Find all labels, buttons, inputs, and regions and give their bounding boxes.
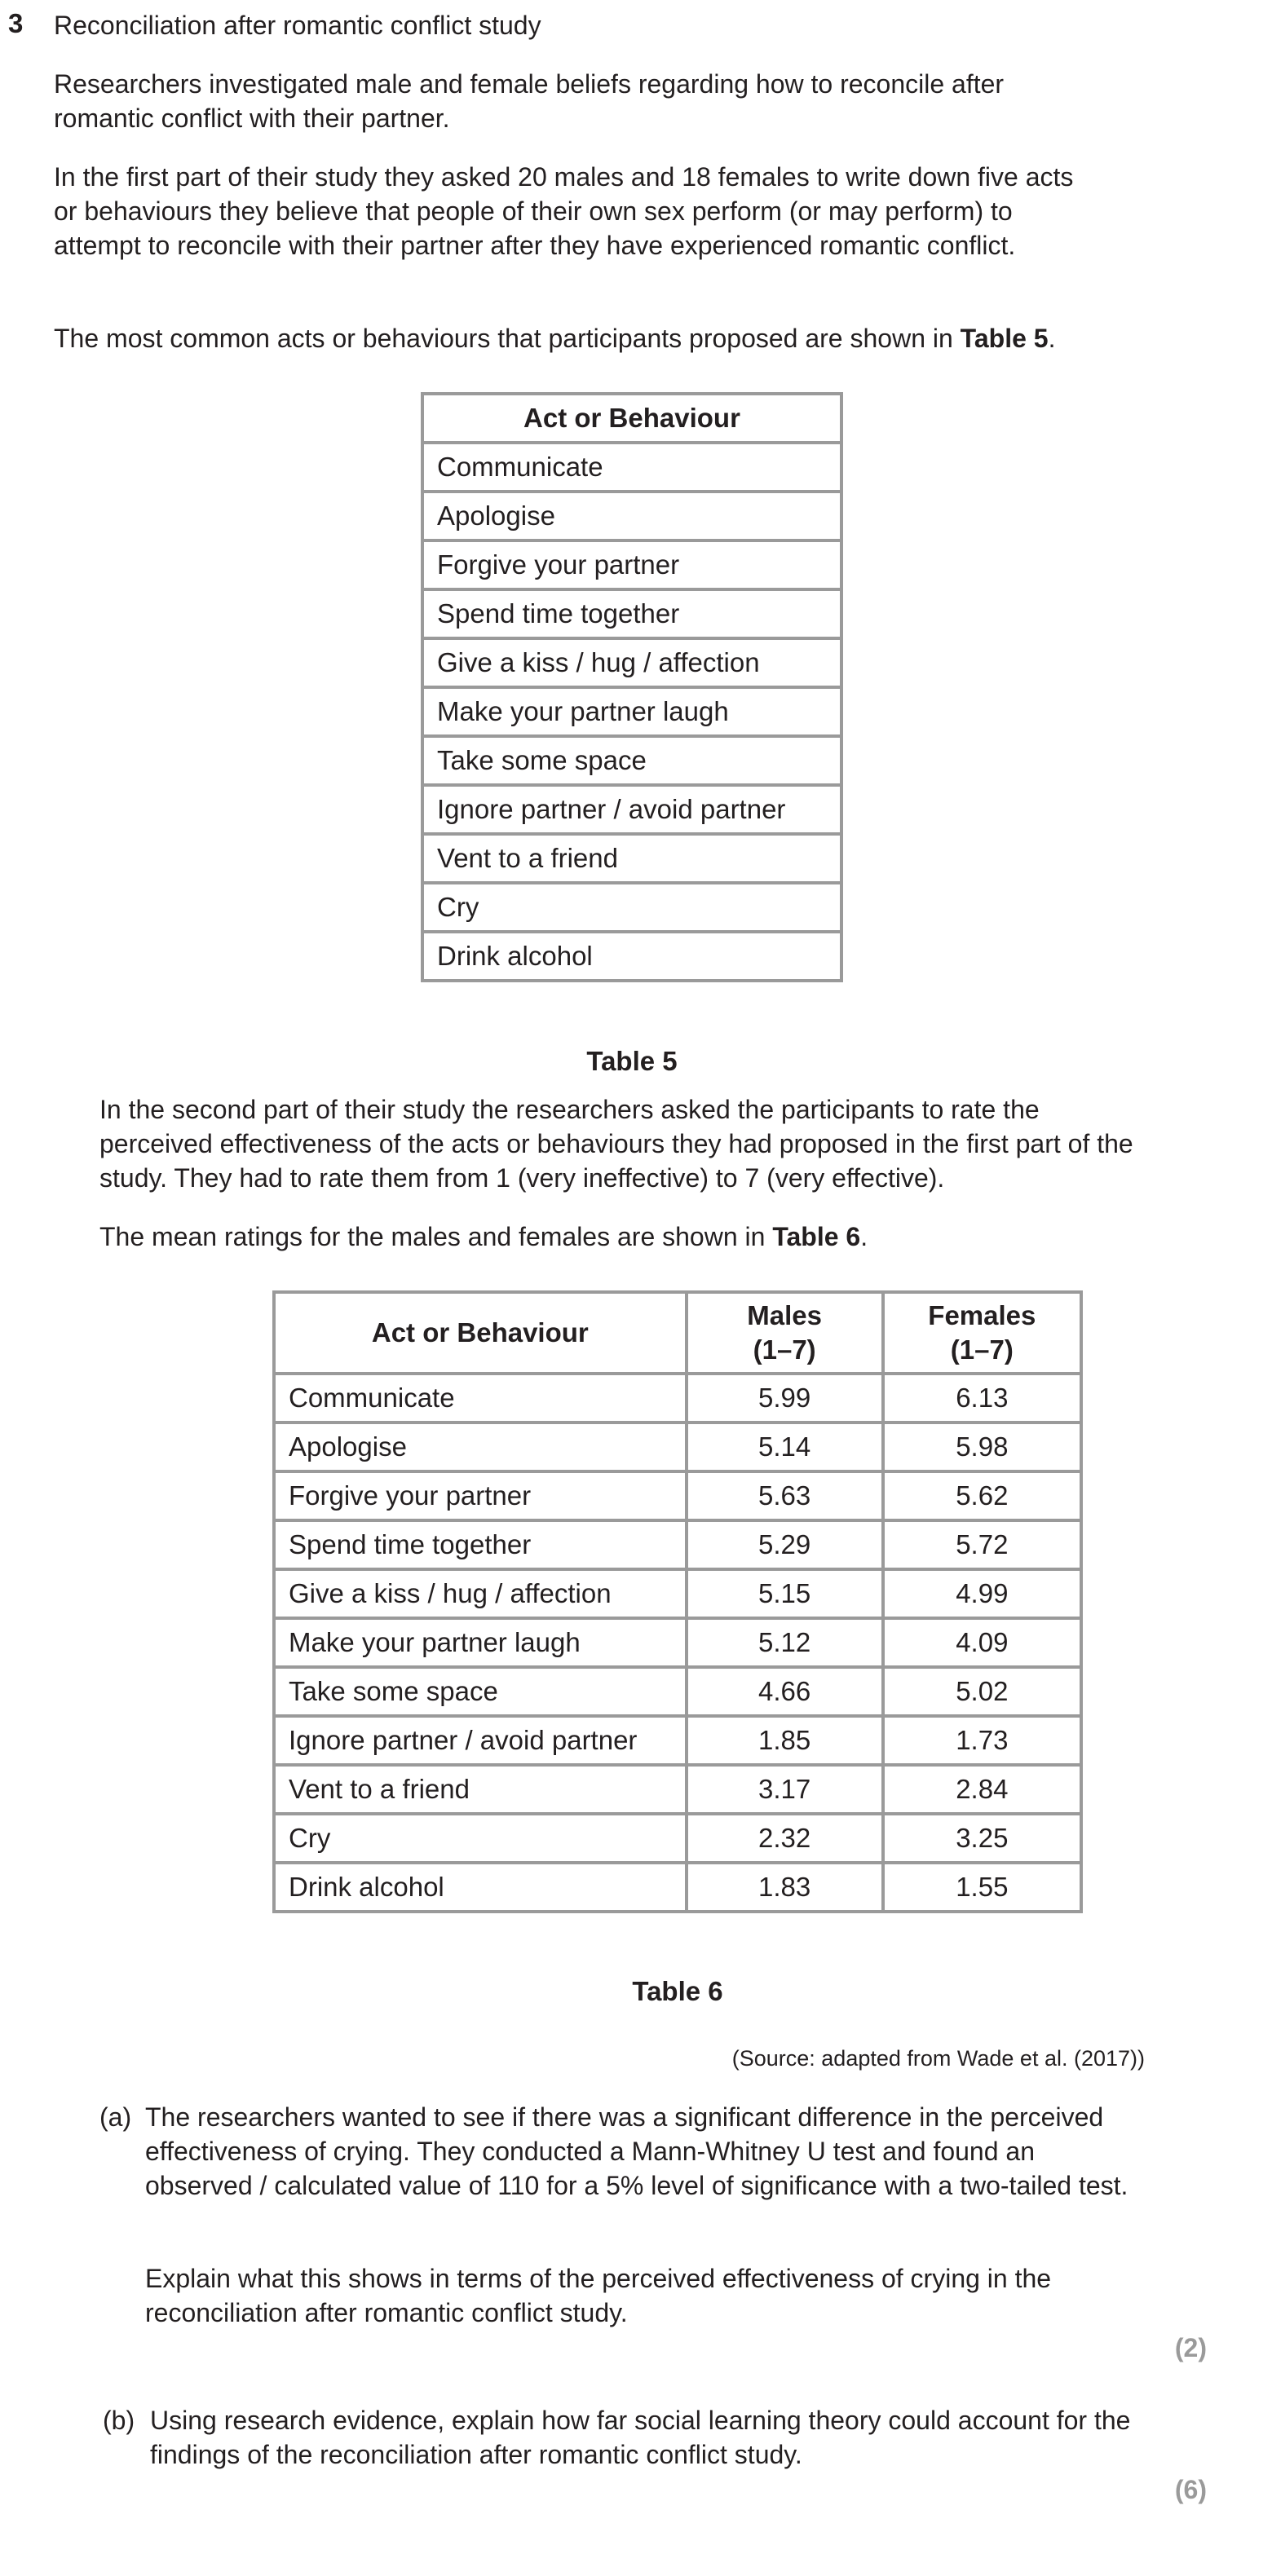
question-title: Reconciliation after romantic conflict study xyxy=(54,11,541,40)
table-row: Cry xyxy=(422,883,841,932)
table5-caption: Table 5 xyxy=(586,1046,678,1076)
table-row: Ignore partner / avoid partner 1.85 1.73 xyxy=(274,1716,1081,1765)
part2-paragraph: In the second part of their study the researchers asked the participants to rate the perceived effectiveness of the acts or behaviours they had proposed in the first part of the study. They had to rate them from 1 (very ineffective) to 7 (very effective). xyxy=(99,1095,1133,1193)
table-row: Communicate xyxy=(422,443,841,492)
table-row: Apologise 5.14 5.98 xyxy=(274,1423,1081,1471)
table-row: Drink alcohol xyxy=(422,932,841,981)
source-note: (Source: adapted from Wade et al. (2017)) xyxy=(731,2046,1145,2071)
table-row: Spend time together 5.29 5.72 xyxy=(274,1520,1081,1569)
table-row: Take some space 4.66 5.02 xyxy=(274,1667,1081,1716)
table-row: Take some space xyxy=(422,736,841,785)
table-5 xyxy=(421,392,843,982)
part-b-text: Using research evidence, explain how far social learning theory could account for the findings of the reconciliation after romantic conflict study. xyxy=(150,2406,1131,2469)
table-row: Ignore partner / avoid partner xyxy=(422,785,841,834)
table-row: Drink alcohol 1.83 1.55 xyxy=(274,1863,1081,1912)
part1-paragraph: In the first part of their study they asked 20 males and 18 females to write down five acts or behaviours they believe that people of their own sex perform (or may perform) to attempt to reconcile with their partner after they have experienced romantic conflict. xyxy=(54,162,1074,260)
intro-paragraph: Researchers investigated male and female beliefs regarding how to reconcile after romantic conflict with their partner. xyxy=(54,69,1005,133)
table-6 xyxy=(272,1290,1083,1913)
part-a-marks: (2) xyxy=(1174,2333,1207,2362)
table-row: Communicate 5.99 6.13 xyxy=(274,1374,1081,1423)
table-row: Vent to a friend xyxy=(422,834,841,883)
table6-header-females: Females (1–7) xyxy=(883,1292,1081,1374)
table-row: Forgive your partner 5.63 5.62 xyxy=(274,1471,1081,1520)
table6-header-act: Act or Behaviour xyxy=(274,1292,687,1374)
table-row: Cry 2.32 3.25 xyxy=(274,1814,1081,1863)
table-row: Make your partner laugh xyxy=(422,687,841,736)
question-number: 3 xyxy=(8,8,24,38)
table-row: Spend time together xyxy=(422,589,841,638)
table-row: Vent to a friend 3.17 2.84 xyxy=(274,1765,1081,1814)
part-a-label: (a) xyxy=(99,2102,132,2132)
table5-lead: The most common acts or behaviours that participants proposed are shown in Table 5. xyxy=(54,324,1056,353)
part-a-instruction: Explain what this shows in terms of the perceived effectiveness of crying in the reconciliation after romantic conflict study. xyxy=(145,2264,1052,2327)
table-row: Forgive your partner xyxy=(422,540,841,589)
table-row: Apologise xyxy=(422,492,841,540)
part-b-label: (b) xyxy=(103,2406,135,2435)
table6-caption: Table 6 xyxy=(632,1976,723,2006)
table6-lead: The mean ratings for the males and females are shown in Table 6. xyxy=(99,1222,868,1251)
table-row: Give a kiss / hug / affection 5.15 4.99 xyxy=(274,1569,1081,1618)
table5-header: Act or Behaviour xyxy=(422,394,841,443)
table-row: Make your partner laugh 5.12 4.09 xyxy=(274,1618,1081,1667)
part-b-marks: (6) xyxy=(1174,2475,1207,2504)
table-row: Give a kiss / hug / affection xyxy=(422,638,841,687)
table6-header-males: Males (1–7) xyxy=(687,1292,883,1374)
part-a-text: The researchers wanted to see if there was a significant difference in the perceived effectiveness of crying. They conducted a Mann-Whitney U test and found an observed / calculated value of 110 for a 5% level of significance with a two-tailed test. xyxy=(145,2102,1128,2200)
